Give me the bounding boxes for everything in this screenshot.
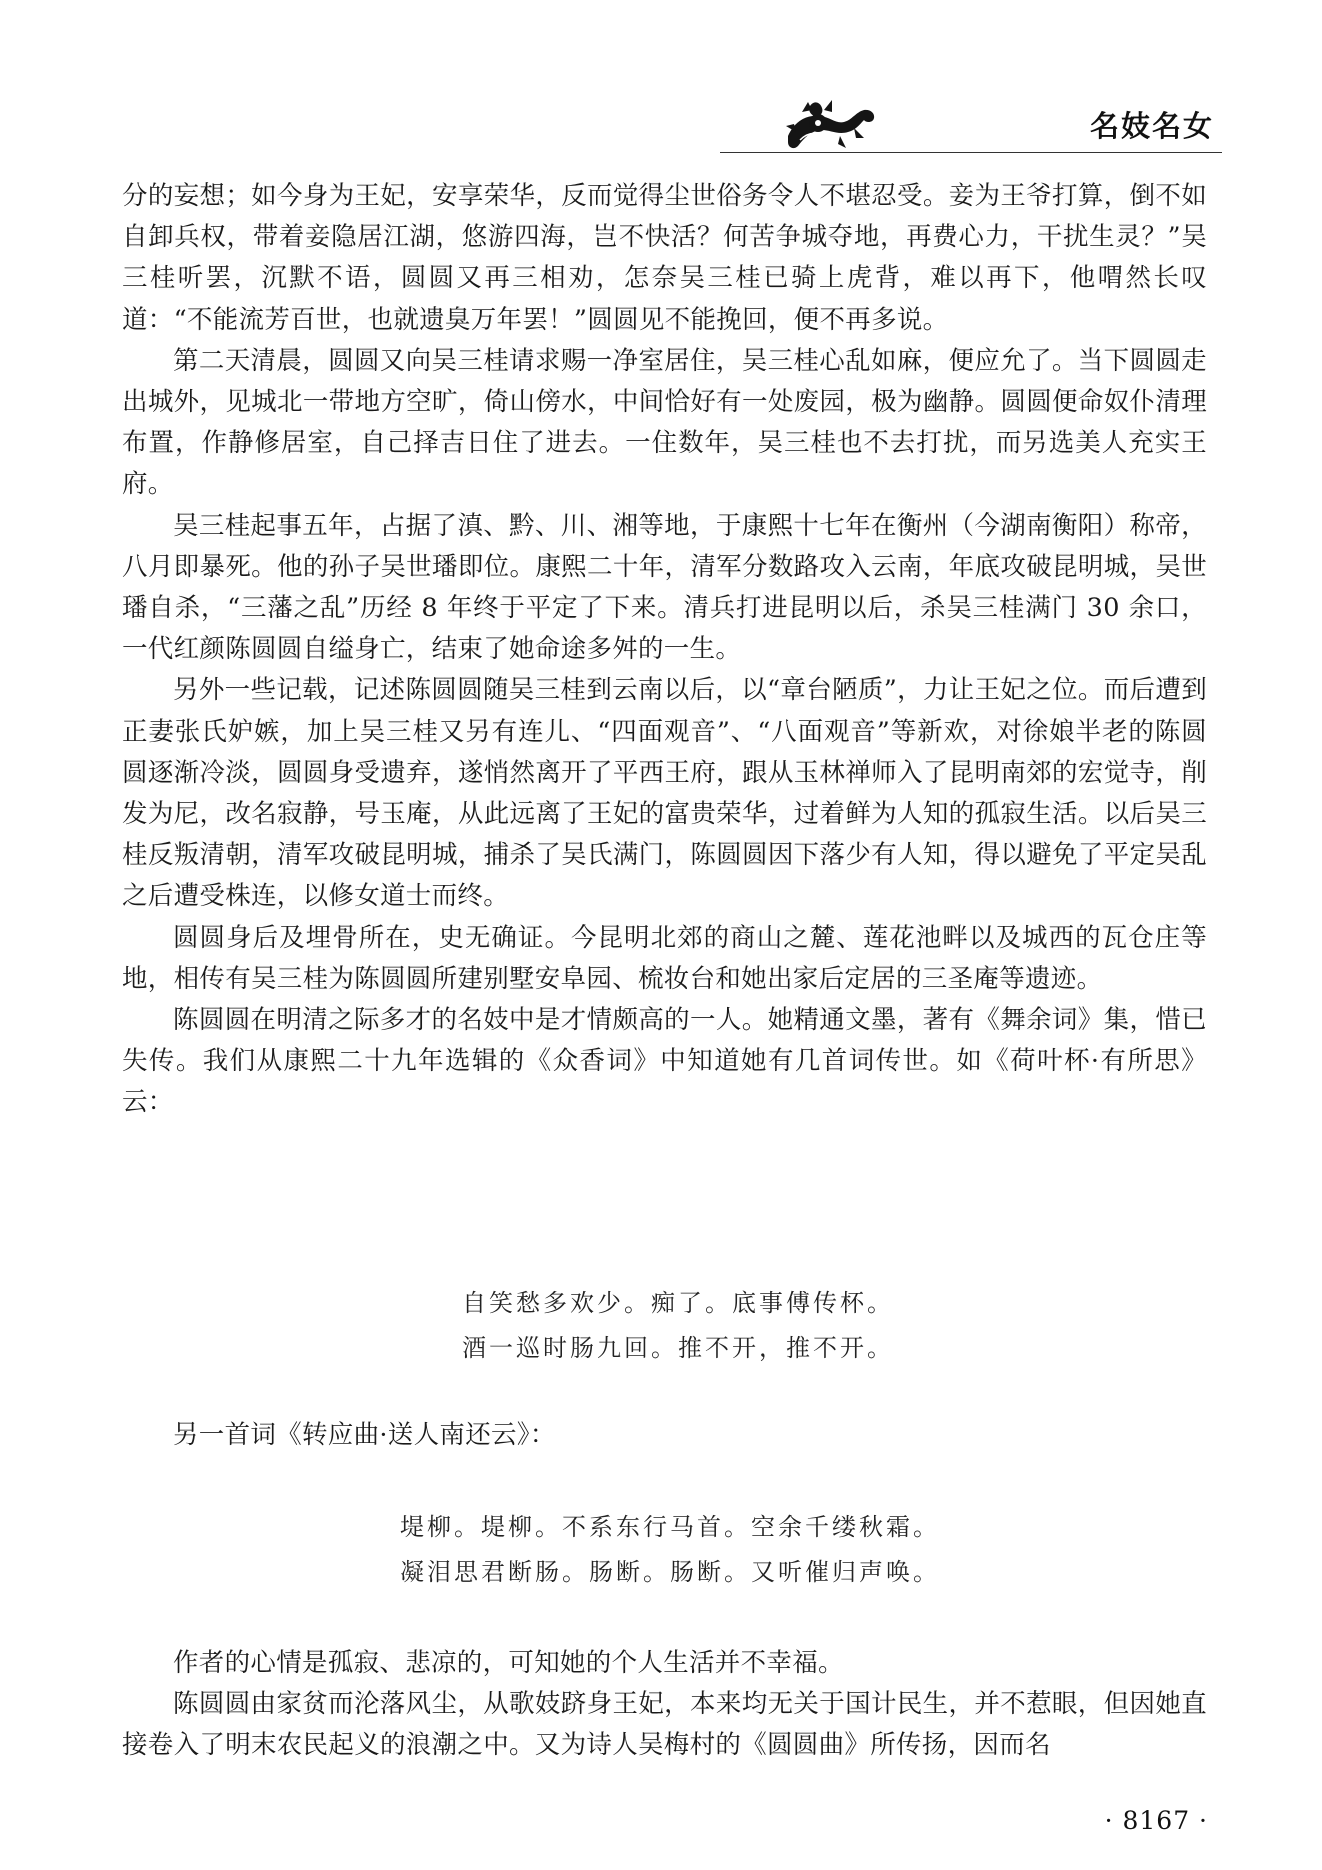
section-title: 名妓名女	[1089, 109, 1214, 143]
page-header	[0, 80, 1322, 160]
dragon-emblem-icon	[780, 92, 880, 154]
paragraph: 陈圆圆由家贫而沦落风尘，从歌妓跻身王妃，本来均无关于国计民生，并不惹眼，但因她直接卷入了明末农民起义的浪潮之中。又为诗人吴梅村的《圆圆曲》所传扬，因而名	[122, 1689, 1207, 1761]
poem-2-intro: 另一首词《转应曲·送人南还云》：	[173, 1420, 556, 1450]
paragraph: 分的妄想；如今身为王妃，安享荣华，反而觉得尘世俗务令人不堪忍受。妾为王爷打算，倒不如自卸兵权，带着妾隐居江湖，悠游四海，岂不快活？何苦争城夺地，再费心力，干扰生灵？”吴三桂听罢，沉默不语，圆圆又再三相劝，怎奈吴三桂已骑上虎背，难以再下，他喟然长叹道：“不能流芳百世，也就遗臭万年罢！”圆圆见不能挽回，便不再多说。	[122, 181, 1207, 335]
poem-2-intro-block	[122, 1415, 1207, 1456]
poem-lotus-leaf-cup	[462, 1281, 894, 1371]
paragraph: 圆圆身后及埋骨所在，史无确证。今昆明北郊的商山之麓、莲花池畔以及城西的瓦仓庄等地，相传有吴三桂为陈圆圆所建别墅安阜园、梳妆台和她出家后定居的三圣庵等遗迹。	[122, 922, 1207, 994]
paragraph: 吴三桂起事五年，占据了滇、黔、川、湘等地，于康熙十七年在衡州（今湖南衡阳）称帝，八月即暴死。他的孙子吴世璠即位。康熙二十年，清军分数路攻入云南，年底攻破昆明城，吴世璠自杀，“三藩之乱”历经 8 年终于平定了下来。清兵打进昆明以后，杀吴三桂满门 30 余口，一代红颜陈圆圆自缢身亡，结束了她命途多舛的一生。	[122, 510, 1207, 665]
paragraph: 陈圆圆在明清之际多才的名妓中是才情颇高的一人。她精通文墨，著有《舞余词》集，惜已失传。我们从康熙二十九年选辑的《众香词》中知道她有几首词传世。如《荷叶杯·有所思》云：	[122, 1005, 1207, 1118]
main-text	[122, 176, 1207, 1124]
poem-line: 自笑愁多欢少。痴了。底事傅传杯。	[462, 1289, 894, 1317]
poem-line: 酒一巡时肠九回。推不开，推不开。	[462, 1334, 894, 1362]
paragraph: 第二天清晨，圆圆又向吴三桂请求赐一净室居住，吴三桂心乱如麻，便应允了。当下圆圆走出城外，见城北一带地方空旷，倚山傍水，中间恰好有一处废园，极为幽静。圆圆便命奴仆清理布置，作静修居室，自己择吉日住了进去。一住数年，吴三桂也不去打扰，而另选美人充实王府。	[122, 345, 1207, 500]
closing-text	[122, 1643, 1207, 1767]
poem-line: 凝泪思君断肠。肠断。肠断。又听催归声唤。	[400, 1558, 940, 1586]
paragraph: 另外一些记载，记述陈圆圆随吴三桂到云南以后，以“章台陋质”，力让王妃之位。而后遭到正妻张氏妒嫉，加上吴三桂又另有连儿、“四面观音”、“八面观音”等新欢，对徐娘半老的陈圆圆逐渐冷淡，圆圆身受遗弃，遂悄然离开了平西王府，跟从玉林禅师入了昆明南郊的宏觉寺，削发为尼，改名寂静，号玉庵，从此远离了王妃的富贵荣华，过着鲜为人知的孤寂生活。以后吴三桂反叛清朝，清军攻破昆明城，捕杀了吴氏满门，陈圆圆因下落少有人知，得以避免了平定吴乱之后遭受株连，以修女道士而终。	[122, 675, 1207, 912]
poem-line: 堤柳。堤柳。不系东行马首。空余千缕秋霜。	[400, 1513, 940, 1541]
poem-zhuanying-qu	[400, 1505, 940, 1595]
paragraph: 作者的心情是孤寂、悲凉的，可知她的个人生活并不幸福。	[173, 1648, 844, 1678]
page-number: · 8167 ·	[1104, 1806, 1208, 1835]
header-divider	[720, 152, 1222, 153]
